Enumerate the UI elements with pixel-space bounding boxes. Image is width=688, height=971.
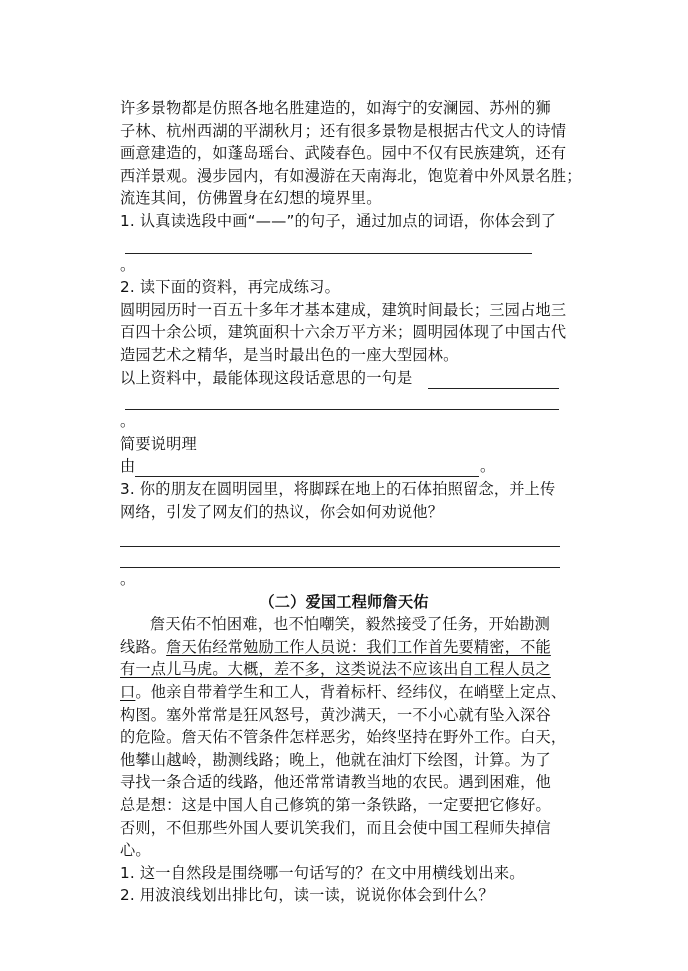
question-3-line: 网络，引发了网友们的热议，你会如何劝说他？	[120, 502, 444, 521]
period-mark: 。	[120, 570, 136, 589]
underlined-sentence: 有一点儿马虎。大概，差不多，这类说法不应该出自工程人员之	[120, 660, 551, 679]
material-line: 百四十余公顷，建筑面积十六余万平方米；圆明园体现了中国古代	[120, 323, 567, 342]
passage-line: 画意建造的，如蓬岛瑶台、武陵春色。园中不仅有民族建筑，还有	[120, 144, 567, 163]
section-title: （二）爱国工程师詹天佑	[259, 592, 429, 611]
paragraph-line: 否则，不但那些外国人要讥笑我们，而且会使中国工程师失掉信	[120, 818, 551, 837]
question-1-text: 1. 认真读选段中画“——”的句子，通过加点的词语，你体会到了	[120, 211, 557, 230]
answer-blank[interactable]	[120, 546, 560, 547]
question-2	[120, 276, 568, 478]
paragraph-line: 线路。	[120, 637, 167, 656]
answer-blank[interactable]	[135, 476, 479, 477]
worksheet-page	[120, 97, 582, 907]
reason-prefix: 由	[120, 457, 136, 476]
question-3-line: 3. 你的朋友在圆明园里，将脚踩在地上的石体拍照留念，并上传	[120, 479, 556, 498]
material-line: 造园艺术之精华，是当时最出色的一座大型园林。	[120, 345, 459, 364]
paragraph-line: 詹天佑不怕困难，也不怕嘲笑，毅然接受了任务，开始勘测	[150, 615, 551, 634]
answer-blank[interactable]	[125, 253, 532, 254]
paragraph-line: 他攀山越岭，勘测线路；晚上，他就在油灯下绘图，计算。为了	[120, 750, 551, 769]
question-text: 1. 这一自然段是围绕哪一句话写的？在文中用横线划出来。	[120, 863, 525, 882]
question-2-text: 2. 读下面的资料，再完成练习。	[120, 278, 340, 297]
period-mark: 。	[480, 457, 496, 476]
question-text: 2. 用波浪线划出排比句，读一读，说说你体会到什么？	[120, 886, 494, 905]
paragraph-line: 。他亲自带着学生和工人，背着标杆、经纬仪，在峭壁上定点、	[135, 683, 567, 702]
period-mark: 。	[120, 255, 136, 274]
period-mark: 。	[120, 412, 136, 431]
passage-yuanmingyuan	[120, 97, 582, 210]
underlined-sentence: 口	[120, 683, 136, 702]
paragraph-line: 构图。塞外常常是狂风怒号，黄沙满天，一不小心就有坠入深谷	[120, 705, 551, 724]
answer-blank[interactable]	[125, 409, 559, 410]
underlined-sentence: 詹天佑经常勉励工作人员说：我们工作首先要精密，不能	[166, 637, 551, 656]
passage-line: 子林、杭州西湖的平湖秋月；还有很多景物是根据古代文人的诗情	[120, 121, 567, 140]
passage-line: 许多景物都是仿照各地名胜建造的，如海宁的安澜园、苏州的狮	[120, 99, 551, 117]
paragraph-line: 寻找一条合适的线路，他还常常请教当地的农民。遇到困难，他	[120, 773, 551, 792]
question-3	[120, 478, 568, 591]
question-1	[120, 210, 568, 276]
section-zhan-tianyou	[120, 591, 568, 907]
passage-line: 流连其间，仿佛置身在幻想的境界里。	[120, 189, 382, 208]
paragraph-line: 心。	[120, 841, 151, 860]
paragraph-line: 的危险。詹天佑不管条件怎样恶劣，始终坚持在野外工作。白天，	[120, 728, 567, 747]
material-line: 圆明园历时一百五十多年才基本建成，建筑时间最长；三园占地三	[120, 300, 567, 319]
answer-blank[interactable]	[120, 567, 560, 568]
question-2-prompt: 以上资料中，最能体现这段话意思的一句是	[120, 368, 413, 387]
paragraph-line: 总是想：这是中国人自己修筑的第一条铁路，一定要把它修好。	[120, 796, 551, 815]
reason-label: 简要说明理	[120, 434, 197, 453]
passage-line: 西洋景观。漫步园内，有如漫游在天南海北，饱览着中外风景名胜；	[120, 166, 582, 185]
